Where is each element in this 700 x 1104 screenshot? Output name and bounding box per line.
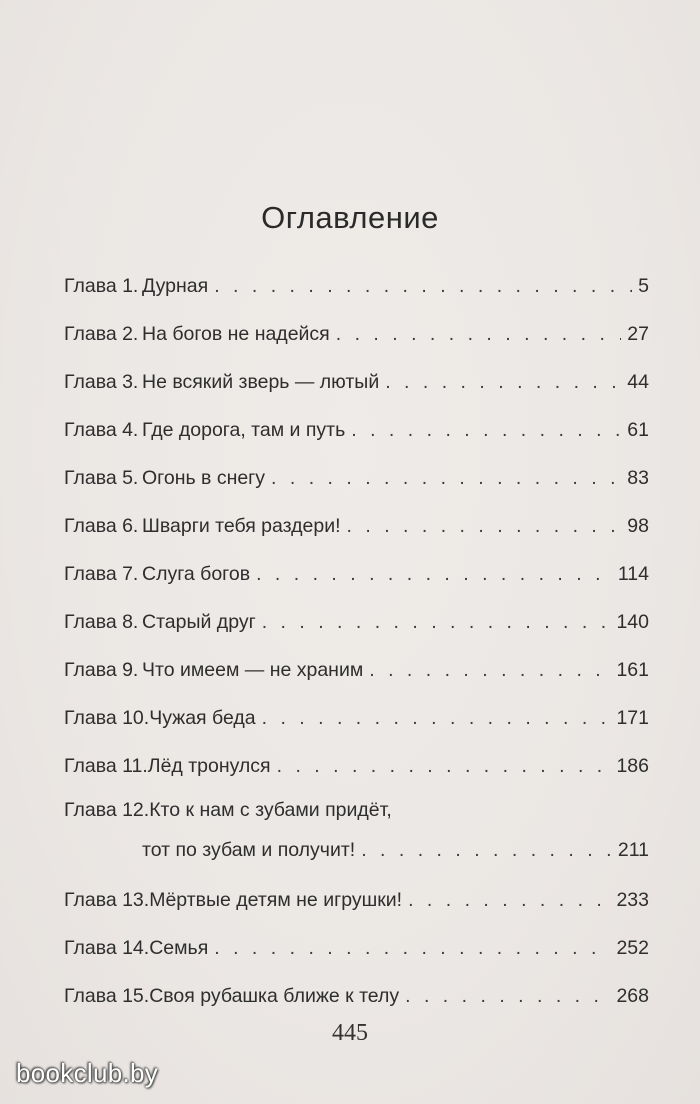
chapter-label: Глава 11.	[64, 755, 148, 777]
chapter-label: Глава 10.	[64, 707, 150, 729]
chapter-page: 44	[627, 371, 649, 393]
chapter-label: Глава 2.	[64, 323, 139, 345]
chapter-page: 268	[616, 985, 649, 1007]
leader-dots	[262, 694, 611, 742]
chapter-title-continued: тот по зубам и получит!	[142, 839, 356, 861]
toc-entry	[64, 550, 649, 598]
chapter-page: 171	[616, 707, 649, 729]
chapter-page: 114	[617, 563, 649, 585]
chapter-page: 140	[616, 611, 649, 633]
toc-entry	[64, 406, 649, 454]
chapter-title: Лёд тронулся	[147, 755, 271, 777]
chapter-page: 233	[616, 889, 649, 911]
leader-dots	[361, 830, 612, 870]
page-number: 445	[332, 1020, 368, 1046]
chapter-title: Кто к нам с зубами придёт,	[149, 799, 392, 821]
chapter-title: Чужая беда	[149, 707, 256, 729]
chapter-label: Глава 1.	[64, 275, 139, 297]
chapter-label: Глава 15.	[64, 985, 150, 1007]
toc-entry	[64, 502, 649, 550]
chapter-title: Не всякий зверь — лютый	[142, 371, 380, 393]
leader-dots	[271, 454, 621, 502]
leader-dots	[336, 310, 622, 358]
chapter-label: Глава 8.	[64, 611, 139, 633]
toc-heading: Оглавление	[261, 200, 439, 235]
toc-entry	[64, 742, 649, 790]
leader-dots	[385, 358, 621, 406]
chapter-page: 61	[627, 419, 649, 441]
chapter-label: Глава 4.	[64, 419, 139, 441]
toc-entry	[64, 358, 649, 406]
chapter-label: Глава 14.	[64, 937, 150, 959]
leader-dots	[405, 972, 610, 1020]
chapter-title: На богов не надейся	[142, 323, 330, 345]
chapter-page: 211	[617, 839, 649, 861]
chapter-title: Дурная	[142, 275, 209, 297]
chapter-title: Где дорога, там и путь	[142, 419, 346, 441]
chapter-label: Глава 7.	[64, 563, 139, 585]
toc-entry	[64, 694, 649, 742]
leader-dots	[214, 262, 632, 310]
toc-entry	[64, 790, 649, 876]
table-of-contents	[64, 262, 649, 1020]
chapter-label: Глава 3.	[64, 371, 139, 393]
leader-dots	[369, 646, 610, 694]
watermark: bookclub.by	[16, 1058, 159, 1088]
chapter-label: Глава 5.	[64, 467, 139, 489]
chapter-page: 186	[616, 755, 649, 777]
chapter-page: 98	[627, 515, 649, 537]
chapter-title: Слуга богов	[142, 563, 251, 585]
leader-dots	[347, 502, 622, 550]
chapter-title: Своя рубашка ближе к телу	[149, 985, 400, 1007]
chapter-label: Глава 6.	[64, 515, 139, 537]
chapter-label: Глава 12.	[64, 799, 150, 821]
chapter-title: Семья	[149, 937, 209, 959]
chapter-title: Что имеем — не храним	[142, 659, 364, 681]
leader-dots	[262, 598, 611, 646]
leader-dots	[408, 876, 610, 924]
toc-entry	[64, 972, 649, 1020]
chapter-label: Глава 13.	[64, 889, 150, 911]
chapter-title: Старый друг	[142, 611, 256, 633]
leader-dots	[277, 742, 611, 790]
toc-entry	[64, 646, 649, 694]
leader-dots	[214, 924, 610, 972]
toc-entry	[64, 262, 649, 310]
chapter-title: Огонь в снегу	[142, 467, 266, 489]
chapter-title: Мёртвые детям не игрушки!	[149, 889, 403, 911]
toc-entry	[64, 598, 649, 646]
toc-entry	[64, 876, 649, 924]
chapter-page: 161	[616, 659, 649, 681]
chapter-title: Шварги тебя раздери!	[142, 515, 341, 537]
leader-dots	[256, 550, 612, 598]
chapter-page: 83	[627, 467, 649, 489]
toc-entry	[64, 310, 649, 358]
chapter-page: 27	[627, 323, 649, 345]
chapter-page: 252	[616, 937, 649, 959]
toc-entry	[64, 924, 649, 972]
leader-dots	[351, 406, 621, 454]
chapter-label: Глава 9.	[64, 659, 139, 681]
chapter-page: 5	[638, 275, 649, 297]
toc-entry	[64, 454, 649, 502]
